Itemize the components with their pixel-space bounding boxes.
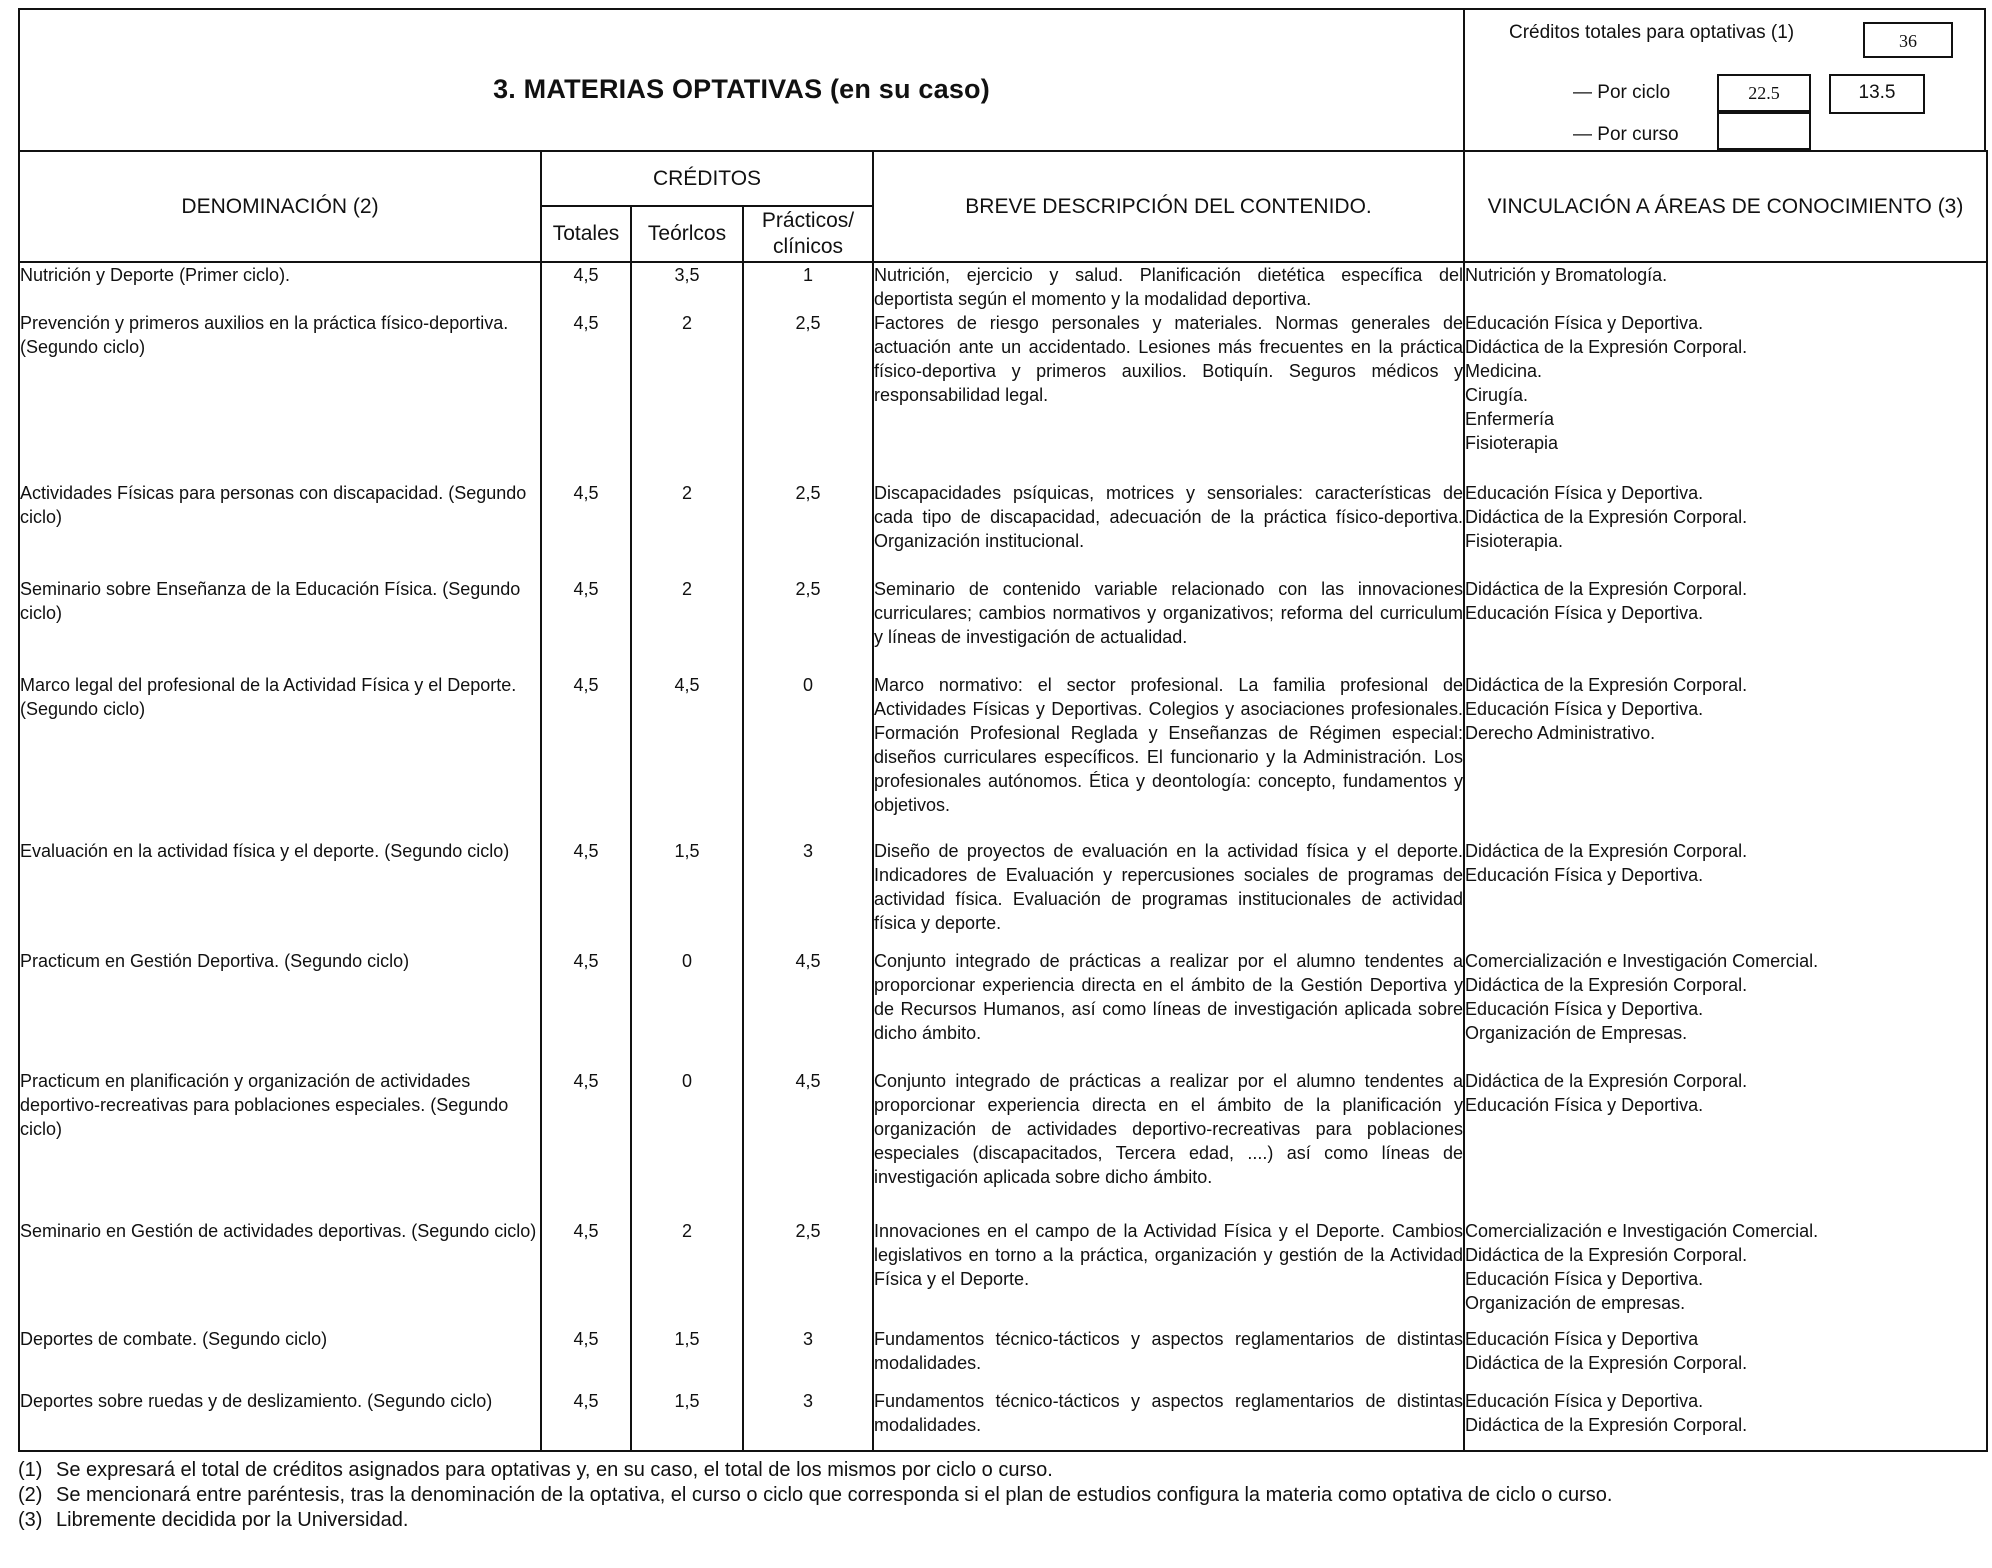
knowledge-area-item: Comercialización e Investigación Comercial. [1465,1221,1819,1241]
knowledge-area-item: Didáctica de la Expresión Corporal. [1465,975,1748,995]
knowledge-area-item: Comercialización e Investigación Comercial. [1465,951,1819,971]
knowledge-area-item: Educación Física y Deportiva. [1465,865,1704,885]
credits-total: 4,5 [541,1327,631,1389]
footnote [18,1458,1986,1483]
knowledge-areas [1464,673,1987,839]
table-row [19,839,1987,949]
subject-name: Deportes sobre ruedas y de deslizamiento. (Segundo ciclo) [19,1389,541,1451]
knowledge-areas [1464,311,1987,481]
table-row [19,1389,1987,1451]
credits-practice: 0 [743,673,873,839]
subject-description: Fundamentos técnico-tácticos y aspectos reglamentarios de distintas modalidades. [873,1327,1464,1389]
credits-total: 4,5 [541,1219,631,1327]
footnote [18,1508,1986,1533]
credits-practice: 2,5 [743,311,873,481]
table-row [19,577,1987,673]
knowledge-area-item: Educación Física y Deportiva. [1465,1095,1704,1115]
per-course-box [1717,112,1811,150]
subject-description: Seminario de contenido variable relacionado con las innovaciones curriculares; cambios normativos y organizativos; reforma del curriculum y líneas de investigación de actualidad. [873,577,1464,673]
subject-description: Innovaciones en el campo de la Actividad Física y el Deporte. Cambios legislativos en torno a la práctica, organización y gestión de la Actividad Física y el Deporte. [873,1219,1464,1327]
credits-total: 4,5 [541,577,631,673]
credits-theory: 4,5 [631,673,743,839]
per-cycle-label: — Por ciclo [1573,82,1671,103]
subject-description: Conjunto integrado de prácticas a realizar por el alumno tendentes a proporcionar experiencia directa en el ámbito de la Gestión Deportiva y de Recursos Humanos, así como líneas de investigación aplicada sobre dicho ámbito. [873,949,1464,1069]
subject-name: Practicum en planificación y organización de actividades deportivo-recreativas para poblaciones especiales. (Segundo ciclo) [19,1069,541,1219]
knowledge-area-item: Organización de empresas. [1465,1293,1686,1313]
subject-description: Nutrición, ejercicio y salud. Planificación dietética específica del deportista según el momento y la modalidad deportiva. [873,262,1464,311]
document-sheet [18,8,1986,1533]
knowledge-area-item: Didáctica de la Expresión Corporal. [1465,1071,1748,1091]
knowledge-areas [1464,1069,1987,1219]
credits-theory: 2 [631,577,743,673]
knowledge-areas [1464,1327,1987,1389]
knowledge-area-item: Didáctica de la Expresión Corporal. [1465,579,1748,599]
subject-name: Prevención y primeros auxilios en la práctica físico-deportiva. (Segundo ciclo) [19,311,541,481]
credits-theory: 1,5 [631,1327,743,1389]
credits-practice: 3 [743,1327,873,1389]
table-row [19,949,1987,1069]
credits-practice: 3 [743,839,873,949]
table-row [19,311,1987,481]
credits-theory: 3,5 [631,262,743,311]
credits-theory: 1,5 [631,839,743,949]
table-row [19,673,1987,839]
footnote-text: Se mencionará entre paréntesis, tras la denominación de la optativa, el curso o ciclo que corresponda si el plan de estudios configura la materia como optativa de ciclo o curso. [56,1484,1613,1506]
credits-practice: 4,5 [743,949,873,1069]
subject-name: Deportes de combate. (Segundo ciclo) [19,1327,541,1389]
knowledge-areas [1464,481,1987,577]
credits-theory: 2 [631,481,743,577]
credits-theory: 1,5 [631,1389,743,1451]
credits-total: 4,5 [541,839,631,949]
subject-description: Fundamentos técnico-tácticos y aspectos reglamentarios de distintas modalidades. [873,1389,1464,1451]
footnote-text: Se expresará el total de créditos asignados para optativas y, en su caso, el total de los mismos por ciclo o curso. [56,1459,1053,1481]
knowledge-area-item: Educación Física y Deportiva. [1465,483,1704,503]
table-row [19,262,1987,311]
optional-subjects-table [18,150,1988,1452]
credits-total: 4,5 [541,949,631,1069]
col-teoricos: Teórlcos [631,206,743,262]
credits-theory: 0 [631,949,743,1069]
footnote-text: Libremente decidida por la Universidad. [56,1509,409,1531]
knowledge-area-item: Cirugía. [1465,385,1529,405]
credits-practice: 2,5 [743,481,873,577]
knowledge-area-item: Didáctica de la Expresión Corporal. [1465,1245,1748,1265]
credits-total: 4,5 [541,481,631,577]
knowledge-areas [1464,1389,1987,1451]
knowledge-areas [1464,577,1987,673]
subject-name: Seminario en Gestión de actividades deportivas. (Segundo ciclo) [19,1219,541,1327]
section-title: 3. MATERIAS OPTATIVAS (en su caso) [493,74,990,104]
credits-practice: 4,5 [743,1069,873,1219]
section-header [18,8,1986,152]
knowledge-area-item: Didáctica de la Expresión Corporal. [1465,507,1748,527]
subject-description: Factores de riesgo personales y materiales. Normas generales de actuación ante un accidentado. Lesiones más frecuentes en la práctica físico-deportiva y primeros auxilios. Botiquín. Seguros médicos y responsabilidad legal. [873,311,1464,481]
table-row [19,1069,1987,1219]
footnote-number: (3) [18,1509,43,1531]
knowledge-area-item: Educación Física y Deportiva. [1465,1391,1704,1411]
knowledge-area-item: Medicina. [1465,361,1543,381]
table-row [19,1327,1987,1389]
total-credits-box: 36 [1863,22,1953,58]
knowledge-areas [1464,1219,1987,1327]
knowledge-areas [1464,839,1987,949]
knowledge-areas [1464,262,1987,311]
knowledge-area-item: Didáctica de la Expresión Corporal. [1465,841,1748,861]
credits-theory: 2 [631,1219,743,1327]
knowledge-area-item: Didáctica de la Expresión Corporal. [1465,337,1748,357]
subject-name: Seminario sobre Enseñanza de la Educación Física. (Segundo ciclo) [19,577,541,673]
col-practicos: Prácticos/ clínicos [743,206,873,262]
table-row [19,481,1987,577]
per-course-label: — Por curso [1573,124,1679,145]
knowledge-area-item: Educación Física y Deportiva. [1465,699,1704,719]
knowledge-area-item: Educación Física y Deportiva. [1465,999,1704,1019]
credits-theory: 2 [631,311,743,481]
credits-total: 4,5 [541,262,631,311]
footnotes [18,1458,1986,1533]
knowledge-area-item: Educación Física y Deportiva. [1465,313,1704,333]
credits-practice: 1 [743,262,873,311]
knowledge-area-item: Enfermería [1465,409,1555,429]
subject-name: Nutrición y Deporte (Primer ciclo). [19,262,541,311]
footnote-number: (1) [18,1459,43,1481]
subject-description: Marco normativo: el sector profesional. La familia profesional de Actividades Físicas y Deportivas. Colegios y asociaciones profesionales. Formación Profesional Reglada y Enseñanzas de Régimen especial: diseños curriculares específicos. El funcionario y la Administración. Los profesionales autónomos. Ética y deontología: concepto, fundamentos y objetivos. [873,673,1464,839]
total-credits-label: Créditos totales para optativas (1) [1509,22,1795,43]
footnote [18,1483,1986,1508]
subject-name: Evaluación en la actividad física y el deporte. (Segundo ciclo) [19,839,541,949]
knowledge-area-item: Didáctica de la Expresión Corporal. [1465,675,1748,695]
per-cycle-second-box: 13.5 [1829,74,1925,114]
knowledge-area-item: Educación Física y Deportiva. [1465,603,1704,623]
knowledge-area-item: Derecho Administrativo. [1465,723,1656,743]
credits-summary [1463,8,1986,152]
knowledge-area-item: Didáctica de la Expresión Corporal. [1465,1353,1748,1373]
knowledge-area-item: Educación Física y Deportiva [1465,1329,1699,1349]
col-descripcion: BREVE DESCRIPCIÓN DEL CONTENIDO. [873,151,1464,262]
subject-description: Diseño de proyectos de evaluación en la actividad física y el deporte. Indicadores de Evaluación y repercusiones sociales de programas de actividad física. Evaluación de programas institucionales de actividad física y deporte. [873,839,1464,949]
knowledge-area-item: Fisioterapia [1465,433,1559,453]
knowledge-area-item: Fisioterapia. [1465,531,1564,551]
subject-name: Marco legal del profesional de la Actividad Física y el Deporte. (Segundo ciclo) [19,673,541,839]
knowledge-area-item: Educación Física y Deportiva. [1465,1269,1704,1289]
knowledge-area-item: Didáctica de la Expresión Corporal. [1465,1415,1748,1435]
col-vinculacion: VINCULACIÓN A ÁREAS DE CONOCIMIENTO (3) [1464,151,1987,262]
knowledge-area-item: Organización de Empresas. [1465,1023,1688,1043]
credits-total: 4,5 [541,1389,631,1451]
per-cycle-first-box: 22.5 [1717,74,1811,112]
credits-theory: 0 [631,1069,743,1219]
subject-description: Conjunto integrado de prácticas a realizar por el alumno tendentes a proporcionar experiencia directa en el ámbito de la planificación y organización de actividades deportivo-recreativas para poblaciones especiales (discapacitados, Tercera edad, ....) así como líneas de investigación aplicada sobre dicho ámbito. [873,1069,1464,1219]
footnote-number: (2) [18,1484,43,1506]
subject-name: Actividades Físicas para personas con discapacidad. (Segundo ciclo) [19,481,541,577]
credits-practice: 2,5 [743,577,873,673]
knowledge-areas [1464,949,1987,1069]
table-row [19,1219,1987,1327]
credits-practice: 2,5 [743,1219,873,1327]
col-totales: Totales [541,206,631,262]
credits-practice: 3 [743,1389,873,1451]
knowledge-area-item: Nutrición y Bromatología. [1465,265,1668,285]
col-denominacion: DENOMINACIÓN (2) [19,151,541,262]
subject-description: Discapacidades psíquicas, motrices y sensoriales: características de cada tipo de discapacidad, adecuación de la práctica físico-deportiva. Organización institucional. [873,481,1464,577]
credits-total: 4,5 [541,673,631,839]
col-creditos: CRÉDITOS [541,151,873,206]
credits-total: 4,5 [541,1069,631,1219]
credits-total: 4,5 [541,311,631,481]
subject-name: Practicum en Gestión Deportiva. (Segundo ciclo) [19,949,541,1069]
